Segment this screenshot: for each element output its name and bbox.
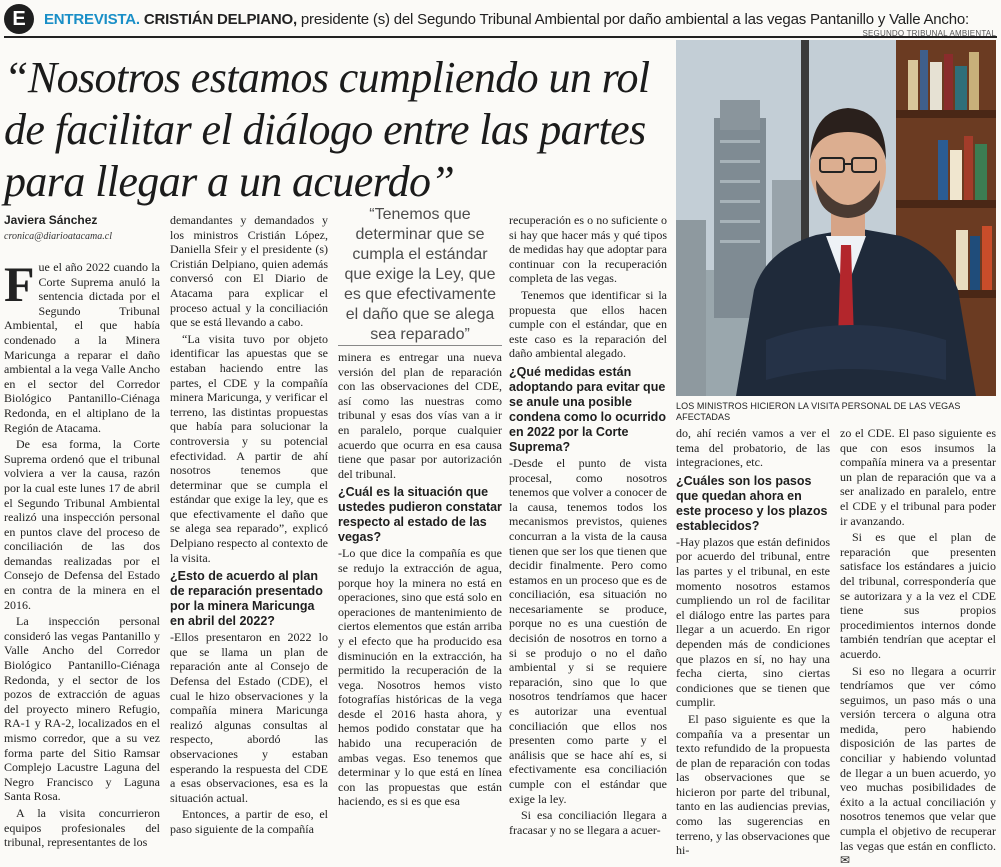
interview-question: ¿Cuál es la situación que ustedes pudieron constatar respecto al estado de las vegas? (338, 485, 502, 545)
kicker-line (44, 11, 969, 29)
interview-question: ¿Esto de acuerdo al plan de reparación presentado por la minera Maricunga en abril del 2022? (170, 569, 323, 629)
pull-quote-rule (338, 345, 502, 346)
column-6 (840, 426, 996, 867)
column-3 (338, 350, 502, 811)
end-mark-icon: ✉ (840, 853, 851, 867)
column-2 (170, 213, 328, 839)
photo-illustration (676, 40, 996, 396)
interviewee-photo (676, 40, 996, 396)
paragraph-text: Si eso no llegara a ocurrir tendríamos que ver cómo seguimos, un paso más o una versión tercera o alguna otra medida, pero habiendo disposición de las partes de conciliar y habiendo voluntad de llegar a un buen acuerdo, yo veo muchas posibilidades de éxito a la actual conciliación y nosotros tenemos que velar que cumpla el objetivo de recuperar las vegas que están en conflicto. (840, 663, 996, 853)
interview-answer: -Lo que dice la compañía es que se redujo la extracción de agua, porque hoy la minera no está en operaciones, sino que está solo en operaciones de mantenimiento de ciertos elementos que están arriba y el efecto que ha producido esa disminución en la extracción, ha permitido la recuperación de la vega. Nosotros hemos visto fotografías históricas de la vega desde el 2016 hasta ahora, y hemos podido constatar que ha habido una recuperación de ambas vegas. Eso tenemos que determinar y lo que está en línea con las propuestas que están haciendo, es si es que esa (338, 546, 502, 809)
kicker-subtitle: presidente (s) del Segundo Tribunal Ambiental por daño ambiental a las vegas Pantanillo y Valle Ancho: (296, 11, 969, 28)
paragraph: Entonces, a partir de eso, el paso siguiente de la compañía (170, 807, 328, 836)
interview-answer: -Hay plazos que están definidos por acuerdo del tribunal, entre las partes y el tribunal, en este momento nosotros estamos cumpliendo un rol de facilitar el diálogo entre las partes para llegar a un acuerdo. En rigor dependen más de condiciones que plazos en sí, no hay una fecha cierta, sino ciertas condiciones que se tienen que cumplir. (676, 534, 830, 710)
column-4 (509, 213, 667, 839)
section-label: ENTREVISTA. (44, 11, 140, 28)
headline: “Nosotros estamos cumpliendo un rol de facilitar el diálogo entre las partes para llegar a un acuerdo” (4, 53, 650, 206)
column-5 (676, 426, 830, 860)
paragraph: A la visita concurrieron equipos profesionales del tribunal, representantes de los (4, 805, 160, 850)
paragraph: “La visita tuvo por objeto identificar las apuestas que se estaban haciendo entre las partes, el CDE y la compañía minera Maricunga, y verificar el terreno, las distintas propuestas que había para solucionar la controversia y su potencial efectividad. A partir de ahí nosotros tenemos que determinar que se cumpla el estándar que exige la ley, que es que efectivamente el daño que se alega sea reparado”, explicó Delpiano respecto al contexto de la visita. (170, 331, 328, 565)
paragraph-text: ue el año 2022 cuando la Corte Suprema anuló la sentencia dictada por el Segundo Tribunal Ambiental, el que había condenado a la Minera Maricunga a reparar el daño ambiental a la vega Valle Ancho en el sector del Corredor Biológico Pantanillo-Ciénaga Redonda, en el altiplano de la Región de Atacama. (4, 260, 160, 435)
paragraph: recuperación es o no suficiente o si hay que hacer más y qué tipos de medidas hay que adoptar para continuar con la recuperación completa de las vegas. (509, 213, 667, 286)
paragraph: Tenemos que identificar si la propuesta que ellos hacen cumple con el estándar, que en este caso es la reparación del daño ambiental alegado. (509, 287, 667, 361)
column-1 (4, 256, 160, 852)
pull-quote: “Tenemos que determinar que se cumpla el estándar que exige la Ley, que es que efectivamente el daño que se alega sea reparado” (343, 206, 497, 343)
paragraph: Si es que el plan de reparación que presenten satisface los estándares a juicio del tribunal, correspondería que se autorizara y a la vez el CDE tiene sus propios procedimientos internos donde también tendrían que aceptar el acuerdo. (840, 530, 996, 661)
paragraph: minera es entregar una nueva versión del plan de reparación con las observaciones del CDE, así como las nuestras como tribunal y esas dos vías van a ir en paralelo, porque cualquier acuerdo que ocurra en esa causa tiene que pasar por autorización del tribunal. (338, 350, 502, 481)
paragraph: De esa forma, la Corte Suprema ordenó que el tribunal volviera a ver la causa, razón por la cual este lunes 17 de abril el Segundo Tribunal Ambiental realizó una inspección personal en puntos clave del proceso de conciliación de las dos demandas realizadas por el Consejo de Defensa del Estado en contra de la minera en el 2016. (4, 437, 160, 612)
paragraph (840, 664, 996, 867)
paragraph (4, 256, 160, 435)
interview-answer: -Desde el punto de vista procesal, como nosotros tenemos que volver a conocer de la causa, tenemos todos los mecanismos previstos, quienes concurran a la vista de la causa tienen que ser los que tienen que decidir finalmente. Pero como estamos en un proceso que es de conciliación, esa situación no necesariamente se produce, porque no es una cuestión de decisión de nosotros en torno a si se produjo o no el daño ambiental y si se requiere reparación, sino que lo que nosotros tendríamos que hacer es autorizar una eventual conciliación que ellos nos presenten como parte y el análisis que se hace ahí es, si efectivamente esa conciliación cumple con el estándar que exige la ley. (509, 455, 667, 806)
paragraph: El paso siguiente es que la compañía va a presentar un texto refundido de la propuesta de plan de reparación con todas las observaciones que se hicieron por parte del tribunal, tanto en las audiencias previas, como las sugerencias en terreno, y las observaciones que hi- (676, 711, 830, 858)
drop-cap: F (4, 256, 35, 312)
photo-credit: SEGUNDO TRIBUNAL AMBIENTAL (862, 29, 996, 38)
author-name: Javiera Sánchez (4, 213, 98, 227)
photo-caption: LOS MINISTROS HICIERON LA VISITA PERSONAL DE LAS VEGAS AFECTADAS (676, 401, 961, 422)
paragraph: do, ahí recién vamos a ver el tema del probatorio, de las integraciones, etc. (676, 426, 830, 470)
paragraph: demandantes y demandados y los ministros Cristián López, Daniella Sfeir y el presidente (s) Cristián Delpiano, quien además conversó con El Diario de Atacama para explicar el proceso actual y la conciliación que se está llevando a cabo. (170, 213, 328, 330)
paragraph: La inspección personal consideró las vegas Pantanillo y Valle Ancho del Corredor Biológico Pantanillo-Ciénaga Redonda, y el sector de los pozos de extracción de aguas del proyecto minero Refugio, RA-1 y RA-2, localizados en el mismo corredor, que a su vez forma parte del Sitio Ramsar Complejo Lacustre Laguna del Negro Francisco y Laguna Santa Rosa. (4, 614, 160, 804)
paragraph: zo el CDE. El paso siguiente es que con esos insumos la compañía minera va a presentar un plan de reparación que va a ser analizado en paralelo, entre el CDE y el tribunal para poder ir avanzando. (840, 426, 996, 528)
interviewee-name: CRISTIÁN DELPIANO, (143, 11, 297, 28)
interview-answer: -Ellos presentaron en 2022 lo que se llama un plan de reparación ante al Consejo de Defensa del Estado (CDE), el cual le hizo observaciones y la compañía minera Maricunga realizó algunas consultas al respecto, abordó las observaciones y estaban esperando la respuesta del CDE a esas observaciones, esa es la situación actual. (170, 630, 328, 805)
interview-question: ¿Qué medidas están adoptando para evitar que se anule una posible condena como lo ocurrido en 2022 por la Corte Suprema? (509, 364, 666, 454)
section-badge: E (4, 4, 34, 34)
paragraph: Si esa conciliación llegara a fracasar y no se llegara a acuer- (509, 808, 667, 837)
interview-question: ¿Cuáles son los pasos que quedan ahora en este proceso y los plazos establecidos? (676, 473, 828, 533)
author-email[interactable]: cronica@diarioatacama.cl (4, 231, 112, 242)
